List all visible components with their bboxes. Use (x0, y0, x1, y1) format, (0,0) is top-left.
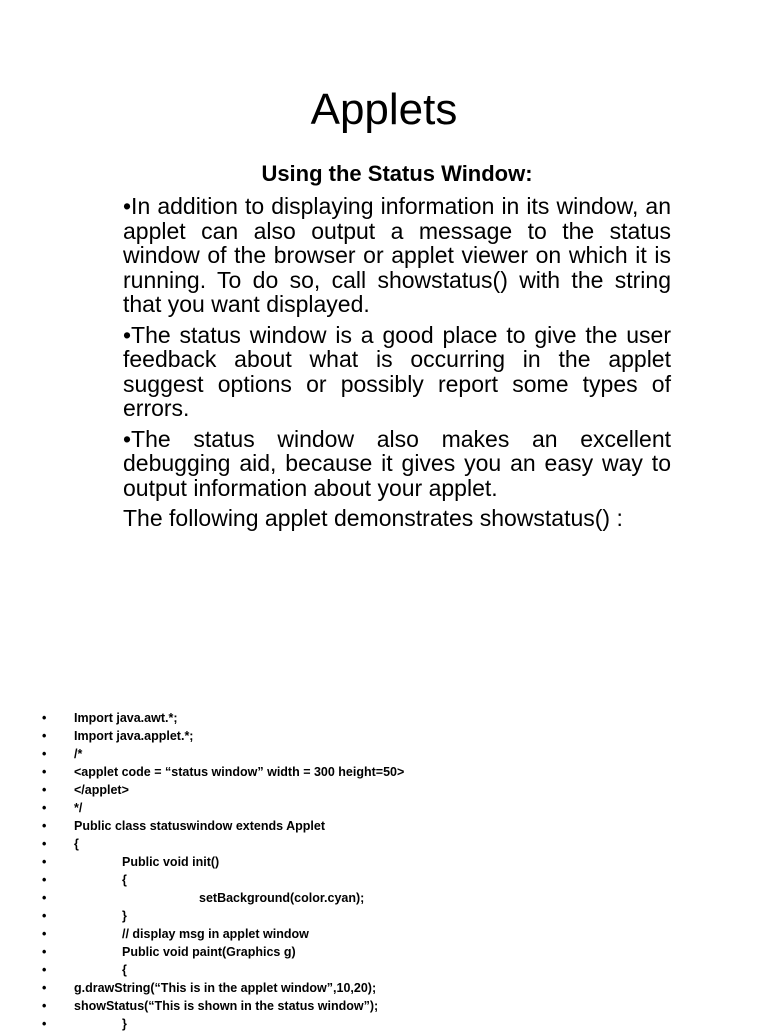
code-line-text: { (122, 963, 127, 977)
code-line-text: showStatus(“This is shown in the status window”); (74, 999, 379, 1013)
code-line (42, 1015, 742, 1033)
bullet-icon: • (42, 747, 47, 761)
code-line (42, 835, 742, 853)
code-line (42, 961, 742, 979)
slide-title: Applets (310, 85, 458, 134)
code-line-text: } (122, 1017, 127, 1031)
code-line-text: Public void paint(Graphics g) (122, 945, 296, 959)
body-paragraphs (123, 194, 671, 537)
code-line (42, 943, 742, 961)
code-listing (42, 709, 742, 1033)
code-line-text: Import java.awt.*; (74, 711, 178, 725)
code-line-text: */ (74, 801, 83, 815)
code-line (42, 853, 742, 871)
bullet-icon: • (42, 729, 47, 743)
code-line-text: setBackground(color.cyan); (199, 891, 365, 905)
bullet-icon: • (42, 801, 47, 815)
bullet-icon: • (42, 873, 47, 887)
bullet-icon: • (42, 945, 47, 959)
code-line (42, 871, 742, 889)
paragraph-debugging-aid: •The status window also makes an excellent debugging aid, because it gives you an easy way to output information about your applet. (123, 425, 671, 501)
bullet-icon: • (42, 819, 47, 833)
bullet-icon: • (42, 891, 47, 905)
code-line (42, 709, 742, 727)
paragraph-demo-intro: The following applet demonstrates showstatus() : (123, 505, 623, 531)
code-line (42, 889, 742, 907)
code-line (42, 799, 742, 817)
bullet-icon: • (42, 909, 47, 923)
code-line (42, 997, 742, 1015)
bullet-icon: • (42, 981, 47, 995)
code-line (42, 727, 742, 745)
code-line-text: { (74, 837, 79, 851)
code-line-text: Public void init() (122, 855, 220, 869)
code-line-text: <applet code = “status window” width = 300 height=50> (74, 765, 405, 779)
code-line-text: g.drawString(“This is in the applet window”,10,20); (74, 981, 377, 995)
bullet-icon: • (42, 783, 47, 797)
paragraph-user-feedback: •The status window is a good place to give the user feedback about what is occurring in the applet suggest options or possibly report some types of errors. (123, 321, 671, 421)
code-line (42, 817, 742, 835)
code-line-text: Import java.applet.*; (74, 729, 194, 743)
slide-subtitle: Using the Status Window: (261, 161, 533, 186)
bullet-icon: • (42, 963, 47, 977)
bullet-icon: • (42, 765, 47, 779)
code-line (42, 781, 742, 799)
code-line (42, 907, 742, 925)
code-line-text: // display msg in applet window (122, 927, 309, 941)
paragraph-status-output: •In addition to displaying information in its window, an applet can also output a message to the status window of the browser or applet viewer on which it is running. To do so, call showstatus() with the string that you want displayed. (123, 193, 671, 317)
code-line-text: { (122, 873, 127, 887)
bullet-icon: • (42, 999, 47, 1013)
code-line (42, 979, 742, 997)
code-line-text: Public class statuswindow extends Applet (74, 819, 325, 833)
code-line-text: } (122, 909, 127, 923)
bullet-icon: • (42, 711, 47, 725)
bullet-icon: • (42, 855, 47, 869)
code-line (42, 763, 742, 781)
bullet-icon: • (42, 927, 47, 941)
bullet-icon: • (42, 837, 47, 851)
code-line (42, 925, 742, 943)
code-line-text: </applet> (74, 783, 129, 797)
code-line (42, 745, 742, 763)
code-line-text: /* (74, 747, 83, 761)
bullet-icon: • (42, 1017, 47, 1031)
